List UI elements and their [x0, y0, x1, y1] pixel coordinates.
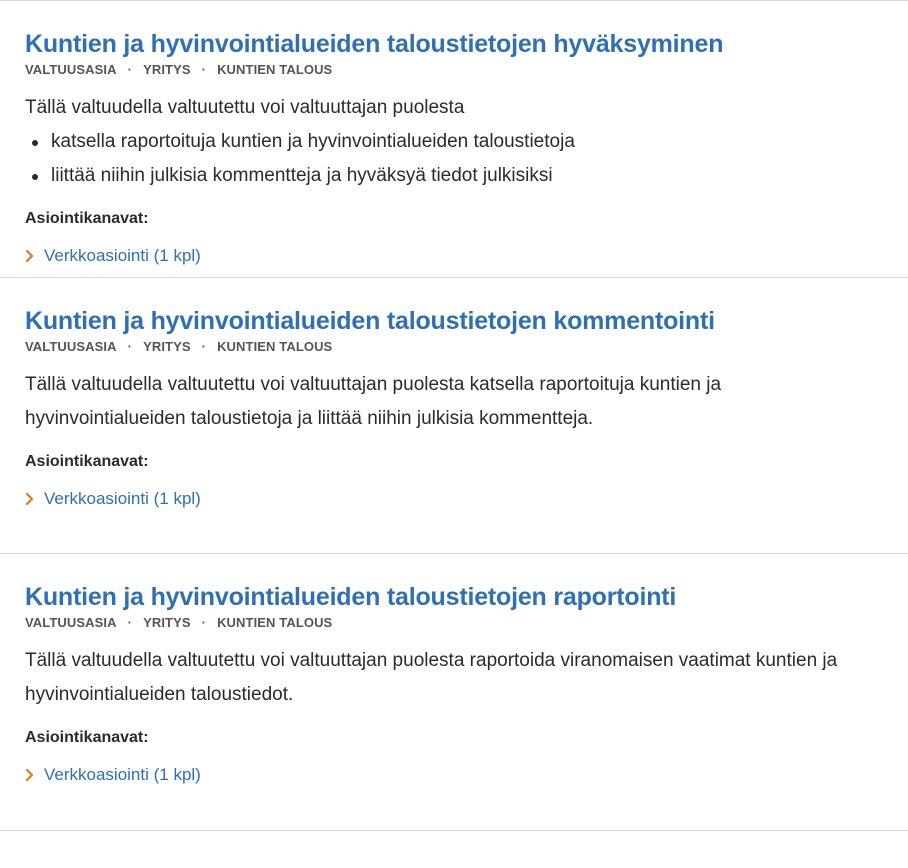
tag-type: VALTUUSASIA	[25, 615, 117, 630]
tag-separator: ·	[127, 339, 133, 354]
item-bullet-list	[25, 125, 883, 193]
item-tags	[25, 339, 883, 355]
tag-separator: ·	[127, 62, 133, 77]
authorization-item	[0, 554, 908, 831]
item-title-link[interactable]: Kuntien ja hyvinvointialueiden taloustietojen kommentointi	[25, 307, 715, 335]
channels-label: Asiointikanavat:	[25, 453, 149, 470]
tag-audience: YRITYS	[143, 339, 191, 354]
channels-label: Asiointikanavat:	[25, 210, 149, 227]
channel-link[interactable]	[25, 245, 883, 267]
tag-separator: ·	[201, 339, 207, 354]
item-description: Tällä valtuudella valtuutettu voi valtuuttajan puolesta	[25, 97, 465, 118]
item-title-link[interactable]: Kuntien ja hyvinvointialueiden taloustietojen raportointi	[25, 583, 677, 611]
bullet-item: katsella raportoituja kuntien ja hyvinvointialueiden taloustietoja	[25, 125, 883, 159]
tag-topic: KUNTIEN TALOUS	[217, 62, 333, 77]
tag-separator: ·	[127, 615, 133, 630]
channel-link[interactable]	[25, 488, 883, 510]
authorization-item	[0, 1, 908, 278]
item-description: Tällä valtuudella valtuutettu voi valtuuttajan puolesta raportoida viranomaisen vaatimat kuntien ja hyvinvointialueiden taloustiedot.	[25, 650, 838, 705]
authorization-item	[0, 278, 908, 554]
tag-audience: YRITYS	[143, 62, 191, 77]
tag-separator: ·	[201, 615, 207, 630]
channel-link-label: Verkkoasiointi (1 kpl)	[44, 246, 201, 265]
channel-link-label: Verkkoasiointi (1 kpl)	[44, 489, 201, 508]
tag-topic: KUNTIEN TALOUS	[217, 615, 333, 630]
tag-type: VALTUUSASIA	[25, 339, 117, 354]
channel-link-label: Verkkoasiointi (1 kpl)	[44, 765, 201, 784]
chevron-right-icon	[25, 492, 34, 506]
tag-topic: KUNTIEN TALOUS	[217, 339, 333, 354]
item-description: Tällä valtuudella valtuutettu voi valtuuttajan puolesta katsella raportoituja kuntien ja hyvinvointialueiden taloustietoja ja liittää niihin julkisia kommentteja.	[25, 374, 722, 429]
bullet-item: liittää niihin julkisia kommentteja ja hyväksyä tiedot julkisiksi	[25, 159, 883, 193]
item-title-link[interactable]: Kuntien ja hyvinvointialueiden taloustietojen hyväksyminen	[25, 30, 724, 58]
tag-separator: ·	[201, 62, 207, 77]
chevron-right-icon	[25, 249, 34, 263]
item-tags	[25, 615, 883, 631]
channels-label: Asiointikanavat:	[25, 729, 149, 746]
chevron-right-icon	[25, 768, 34, 782]
channel-link[interactable]	[25, 764, 883, 786]
tag-type: VALTUUSASIA	[25, 62, 117, 77]
tag-audience: YRITYS	[143, 615, 191, 630]
item-tags	[25, 62, 883, 78]
